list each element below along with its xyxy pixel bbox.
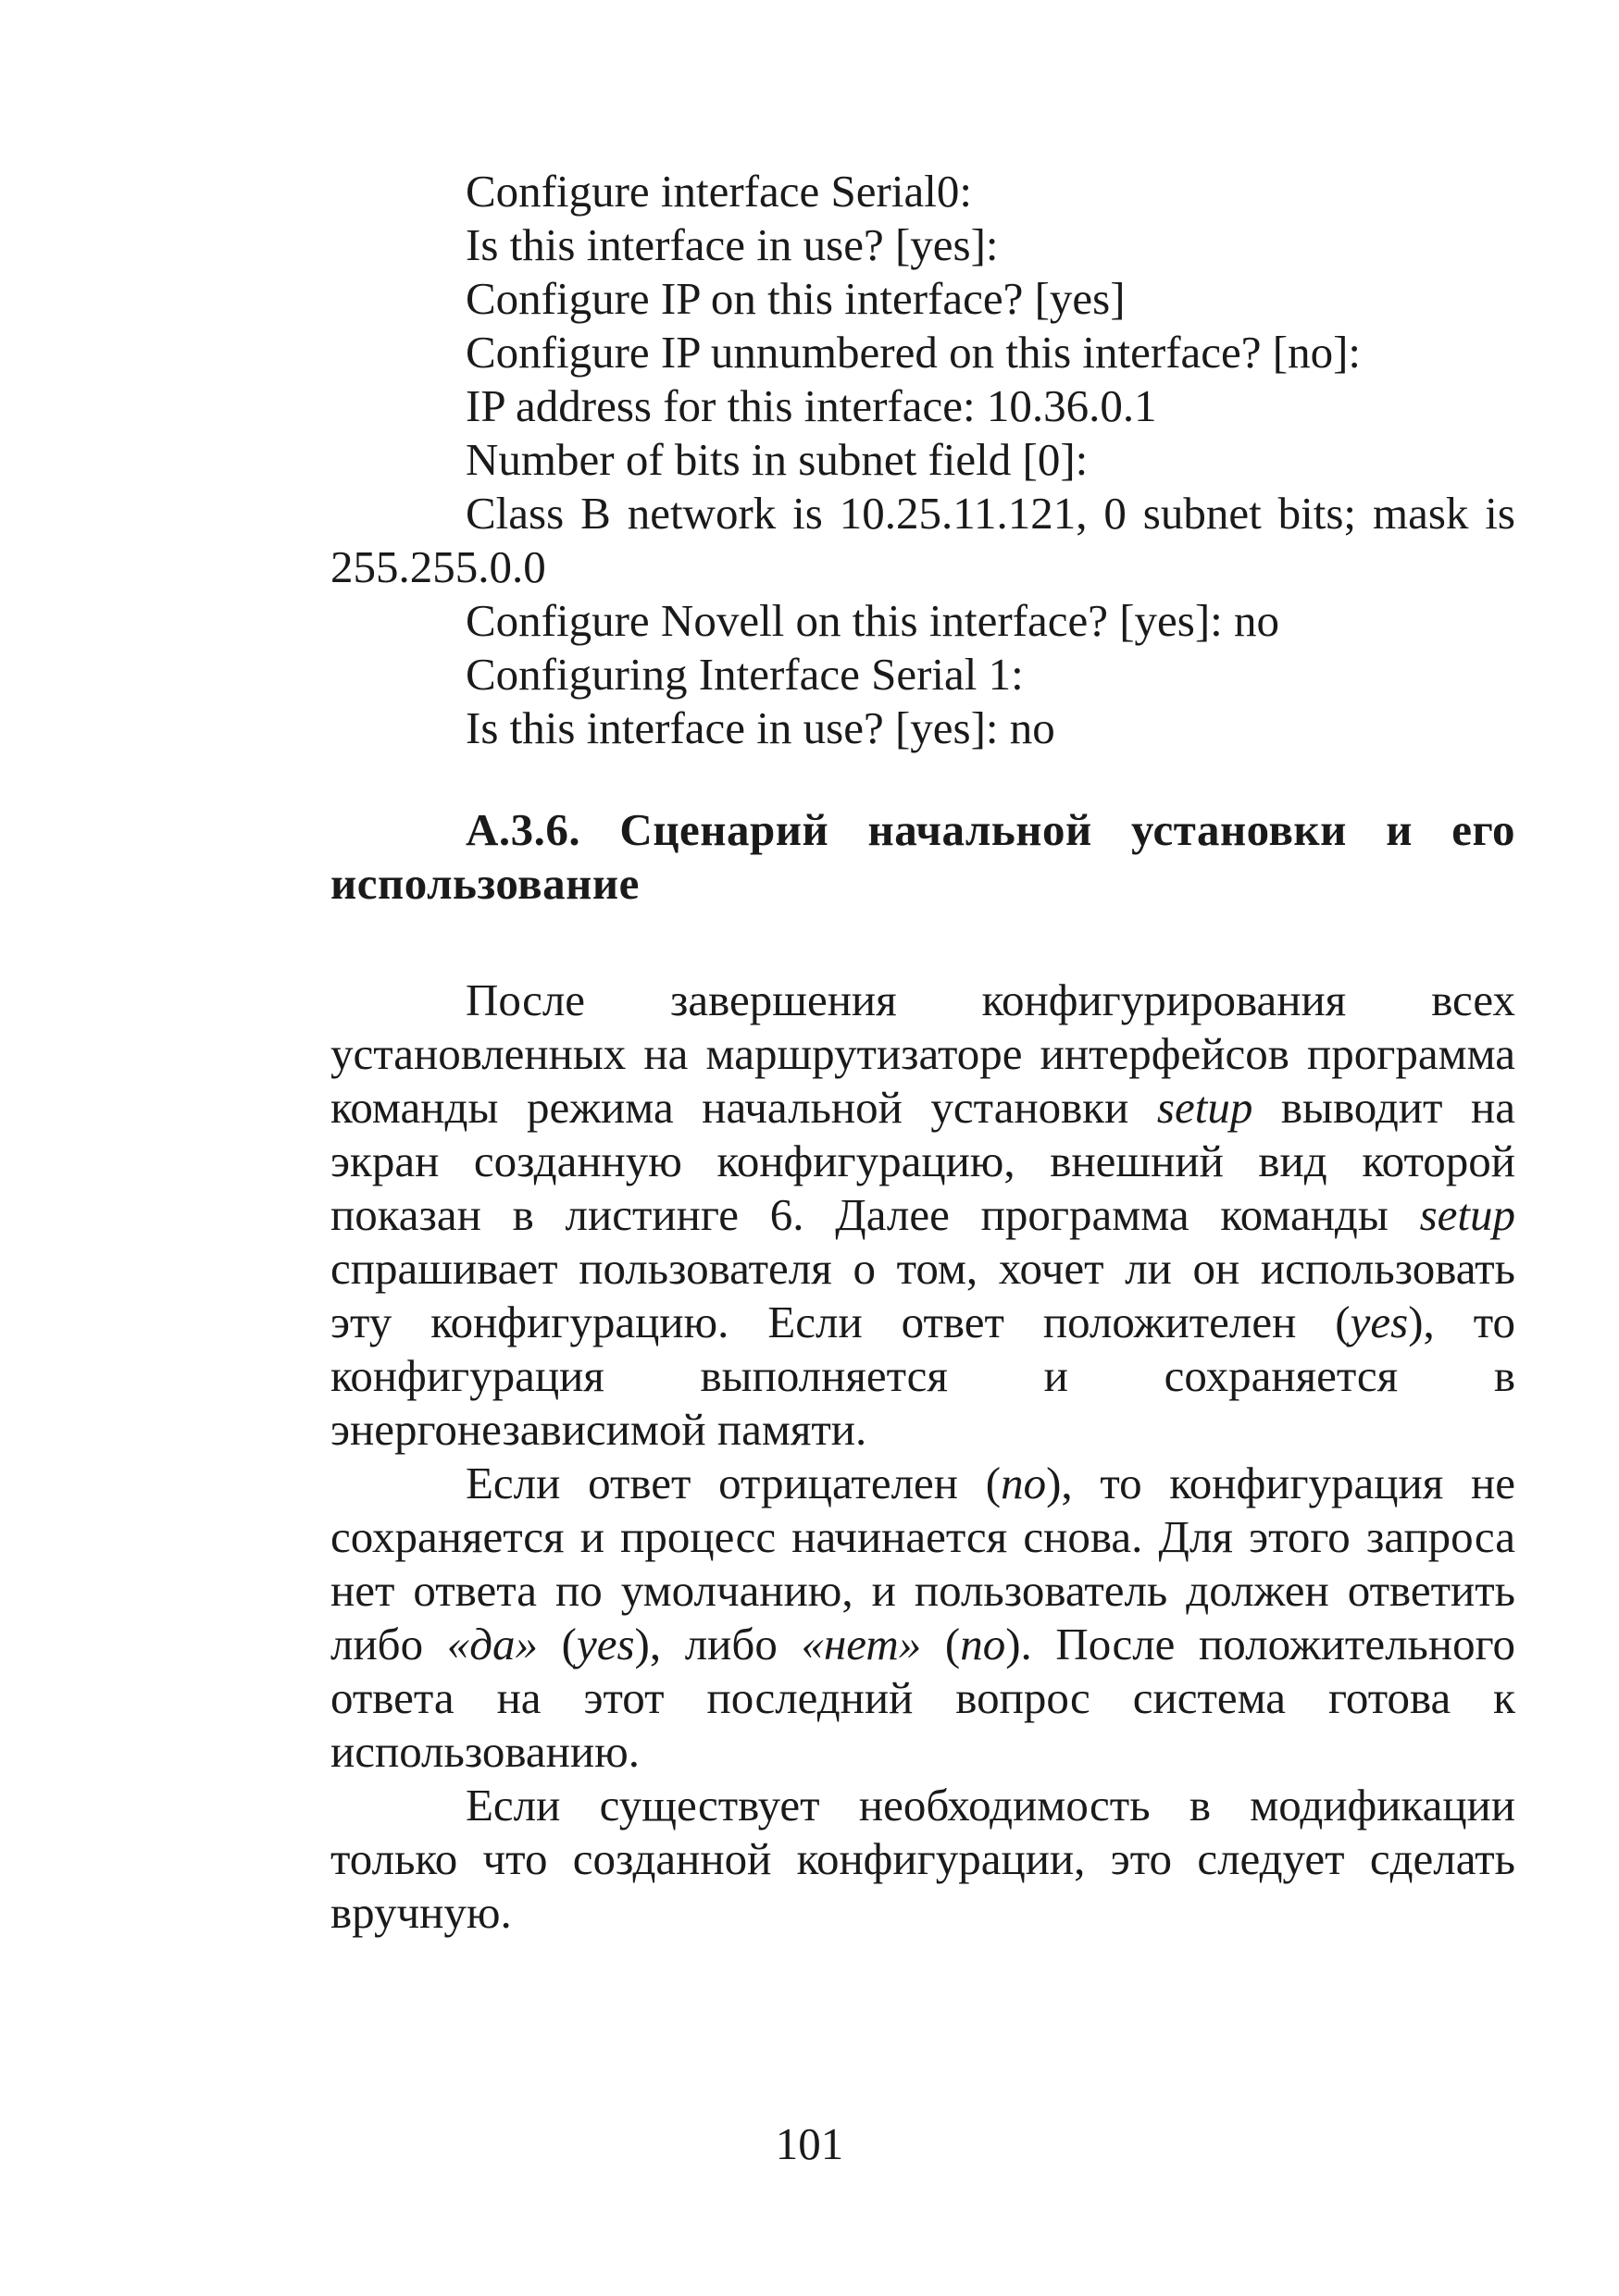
text-run: ). После положительного ответа на этот последний вопрос система готова к использованию. [330, 1619, 1515, 1777]
listing-line: Configure Novell on this interface? [yes]: no [466, 595, 1280, 646]
answer-term: no [960, 1619, 1006, 1669]
text-run: После завершения конфигурирования всех установленных на маршрутизаторе интерфейсов программа команды режима начальной установки [330, 974, 1515, 1133]
section-heading: А.3.6. Сценарий начальной установки и его использование [330, 804, 1515, 909]
text-run: ), то конфигурация выполняется и сохраняется в энергонезависимой памяти. [330, 1297, 1515, 1455]
answer-term: yes [1350, 1297, 1409, 1347]
text-run: ), либо [634, 1619, 802, 1669]
paragraph-1 [330, 974, 1515, 1457]
paragraph-2 [330, 1457, 1515, 1779]
text-run: Если существует необходимость в модификации только что созданной конфигурации, это следует сделать вручную. [330, 1780, 1515, 1938]
listing-line: Configure IP on this interface? [yes] [466, 273, 1126, 324]
command-name: setup [1419, 1189, 1515, 1240]
listing-line: Class B network is 10.25.11.121, 0 subnet bits; mask is [466, 488, 1515, 539]
code-listing [330, 165, 1515, 755]
page-number: 101 [775, 2118, 844, 2169]
listing-line: Configure IP unnumbered on this interface? [no]: [466, 327, 1362, 378]
listing-line-continuation: 255.255.0.0 [330, 541, 546, 592]
body-text [330, 974, 1515, 1940]
listing-line: Is this interface in use? [yes]: [466, 219, 999, 270]
text-run: ), то конфигурация не сохраняется и процесс начинается снова. Для этого запроса нет ответа по умолчанию, и пользователь должен ответить либо [330, 1458, 1516, 1669]
listing-line: IP address for this interface: 10.36.0.1 [466, 380, 1157, 431]
text-run: спрашивает пользователя о том, хочет ли он использовать эту конфигурацию. Если ответ положителен ( [330, 1243, 1515, 1347]
text-run: Если ответ отрицателен ( [466, 1458, 1002, 1508]
command-name: setup [1156, 1082, 1253, 1133]
answer-term: «нет» [801, 1619, 922, 1669]
text-run: ( [538, 1619, 577, 1669]
text-run: ( [921, 1619, 961, 1669]
listing-line: Is this interface in use? [yes]: no [466, 702, 1055, 753]
text-run: выводит на экран созданную конфигурацию, внешний вид которой показан в листинге 6. Далее программа команды [330, 1082, 1515, 1240]
listing-line: Configuring Interface Serial 1: [466, 649, 1024, 700]
answer-term: no [1001, 1458, 1047, 1508]
listing-line: Number of bits in subnet field [0]: [466, 434, 1089, 485]
paragraph-3 [330, 1779, 1515, 1940]
answer-term: «да» [446, 1619, 539, 1669]
listing-line: Configure interface Serial0: [466, 166, 972, 217]
answer-term: yes [576, 1619, 635, 1669]
